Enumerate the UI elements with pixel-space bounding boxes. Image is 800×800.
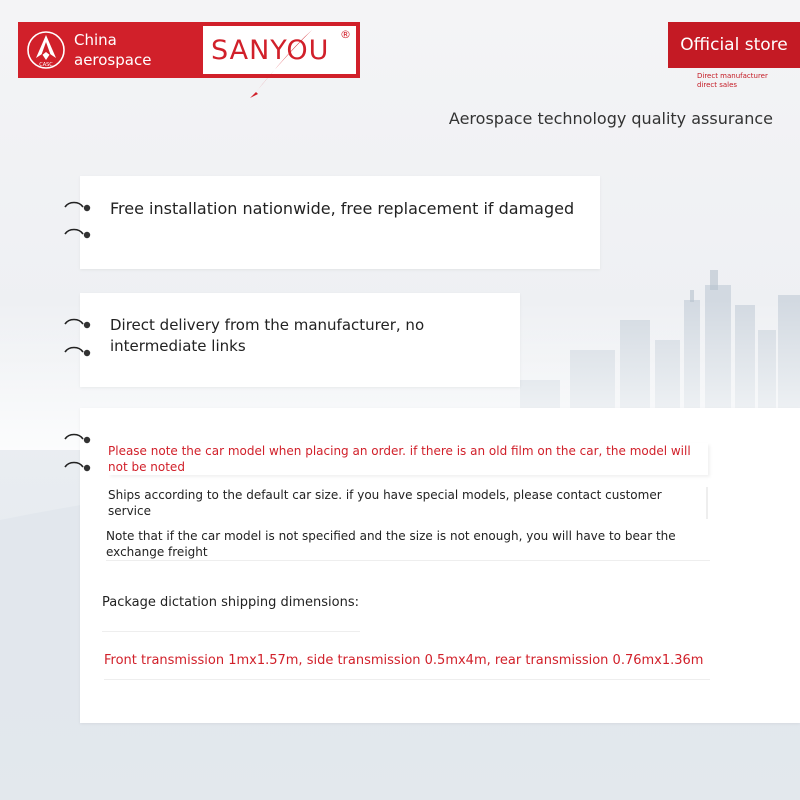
casc-logo-text: CASC (39, 62, 53, 68)
installation-text: Free installation nationwide, free replacement if damaged (110, 199, 575, 218)
registered-mark: ® (340, 28, 351, 41)
dimensions-text: Front transmission 1mx1.57m, side transmission 0.5mx4m, rear transmission 0.76mx1.36m (104, 644, 710, 680)
car-model-note: Please note the car model when placing an order. if there is an old film on the car, the model will not be noted (108, 443, 708, 475)
binder-ring-icon (63, 228, 93, 242)
sanyou-logo-text: SANYOU (211, 34, 330, 66)
binder-ring-icon (63, 318, 93, 332)
package-dimensions-label: Package dictation shipping dimensions: (102, 594, 360, 632)
binder-ring-icon (63, 346, 93, 360)
official-store-badge[interactable]: Official store (668, 22, 800, 68)
binder-ring-icon (63, 201, 93, 215)
store-subtitle-line1: Direct manufacturer (697, 72, 768, 80)
brand-name-line1: China (74, 31, 117, 49)
freight-note: Note that if the car model is not specified and the size is not enough, you will have to bear the exchange freight (106, 528, 710, 561)
default-size-note: Ships according to the default car size. if you have special models, please contact customer service (108, 487, 708, 519)
casc-logo-icon (26, 30, 66, 70)
delivery-text: Direct delivery from the manufacturer, no intermediate links (110, 316, 425, 355)
sanyou-swoosh-icon (246, 28, 316, 114)
binder-ring-icon (63, 433, 93, 447)
feature-card-delivery (80, 293, 520, 387)
binder-ring-icon (63, 461, 93, 475)
brand-name-line2: aerospace (74, 51, 152, 69)
brand-left (18, 22, 202, 78)
tagline: Aerospace technology quality assurance (448, 109, 773, 128)
order-notes-card (80, 408, 800, 723)
brand-name (74, 30, 151, 70)
store-subtitle (697, 72, 768, 90)
store-subtitle-line2: direct sales (697, 81, 738, 89)
feature-card-installation (80, 176, 600, 269)
